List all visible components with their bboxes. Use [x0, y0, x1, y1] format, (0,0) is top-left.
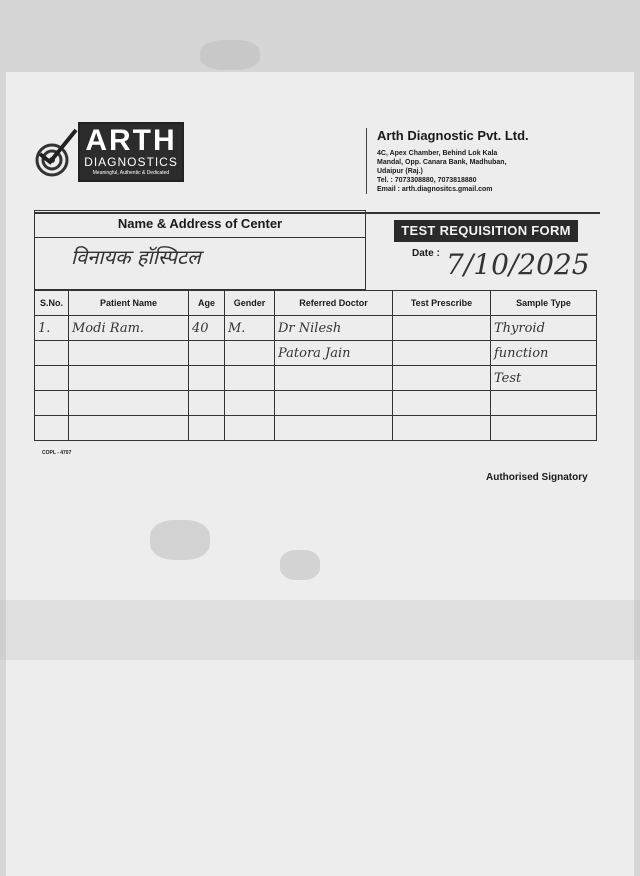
company-address-line: 4C, Apex Chamber, Behind Lok Kala — [377, 150, 498, 157]
cell-sample-type — [491, 416, 597, 441]
table-row — [35, 416, 597, 441]
cell-test-prescribe — [393, 341, 491, 366]
column-header-sample-type: Sample Type — [491, 291, 597, 316]
target-check-icon — [34, 128, 78, 178]
cell-patient-name — [69, 366, 189, 391]
company-info — [366, 128, 617, 194]
cell-patient-name — [69, 391, 189, 416]
cell-sample-type — [491, 391, 597, 416]
cell-sno: 1. — [35, 316, 69, 341]
column-header-age: Age — [189, 291, 225, 316]
cell-sno — [35, 341, 69, 366]
cell-referred-doctor — [275, 391, 393, 416]
patient-table — [34, 290, 597, 441]
cell-age — [189, 366, 225, 391]
cell-age: 40 — [189, 316, 225, 341]
center-name-field: विनायक हॉस्पिटल — [71, 245, 201, 269]
cell-test-prescribe — [393, 316, 491, 341]
column-header-patient-name: Patient Name — [69, 291, 189, 316]
column-header-test-prescribe: Test Prescribe — [393, 291, 491, 316]
cell-referred-doctor — [275, 366, 393, 391]
cell-sno — [35, 391, 69, 416]
cell-referred-doctor: Patora Jain — [275, 341, 393, 366]
date-field: 7/10/2025 — [446, 248, 590, 281]
cell-gender — [225, 341, 275, 366]
cell-age — [189, 391, 225, 416]
cell-age — [189, 341, 225, 366]
cell-test-prescribe — [393, 391, 491, 416]
cell-test-prescribe — [393, 366, 491, 391]
cell-gender — [225, 366, 275, 391]
logo-main-text: ARTH — [85, 124, 177, 157]
cell-referred-doctor — [275, 416, 393, 441]
date-label: Date : — [412, 248, 440, 259]
company-address-line: Mandal, Opp. Canara Bank, Madhuban, — [377, 159, 507, 166]
cell-test-prescribe — [393, 416, 491, 441]
cell-sample-type: Test — [491, 366, 597, 391]
cell-gender: M. — [225, 316, 275, 341]
cell-sno — [35, 416, 69, 441]
scan-smudge — [280, 550, 320, 580]
cell-gender — [225, 416, 275, 441]
scan-smudge — [150, 520, 210, 560]
column-header-gender: Gender — [225, 291, 275, 316]
table-row — [35, 316, 597, 341]
company-logo — [34, 122, 184, 184]
form-code: COPL - 4707 — [42, 450, 72, 456]
center-box — [34, 210, 366, 290]
logo-tagline: Meaningful, Authentic & Dedicated — [92, 170, 170, 176]
scan-smudge — [200, 40, 260, 70]
table-row — [35, 391, 597, 416]
cell-sno — [35, 366, 69, 391]
center-title: Name & Address of Center — [35, 211, 365, 238]
cell-patient-name — [69, 416, 189, 441]
table-header-row — [35, 291, 597, 316]
logo-sub-text: DIAGNOSTICS — [84, 155, 178, 169]
table-row — [35, 341, 597, 366]
cell-referred-doctor: Dr Nilesh — [275, 316, 393, 341]
cell-sample-type: function — [491, 341, 597, 366]
cell-patient-name: Modi Ram. — [69, 316, 189, 341]
scan-smudge — [0, 600, 640, 660]
column-header-sno: S.No. — [35, 291, 69, 316]
authorised-signatory-label: Authorised Signatory — [486, 472, 588, 483]
company-address-line: Udaipur (Raj.) — [377, 168, 423, 175]
cell-age — [189, 416, 225, 441]
cell-gender — [225, 391, 275, 416]
cell-sample-type: Thyroid — [491, 316, 597, 341]
company-phone: Tel. : 7073308880, 7073818880 — [377, 177, 477, 184]
column-header-referred-doctor: Referred Doctor — [275, 291, 393, 316]
table-row — [35, 366, 597, 391]
cell-patient-name — [69, 341, 189, 366]
company-name: Arth Diagnostic Pvt. Ltd. — [377, 128, 529, 143]
form-title-banner: TEST REQUISITION FORM — [394, 220, 578, 242]
company-email: Email : arth.diagnositcs.gmail.com — [377, 186, 493, 193]
